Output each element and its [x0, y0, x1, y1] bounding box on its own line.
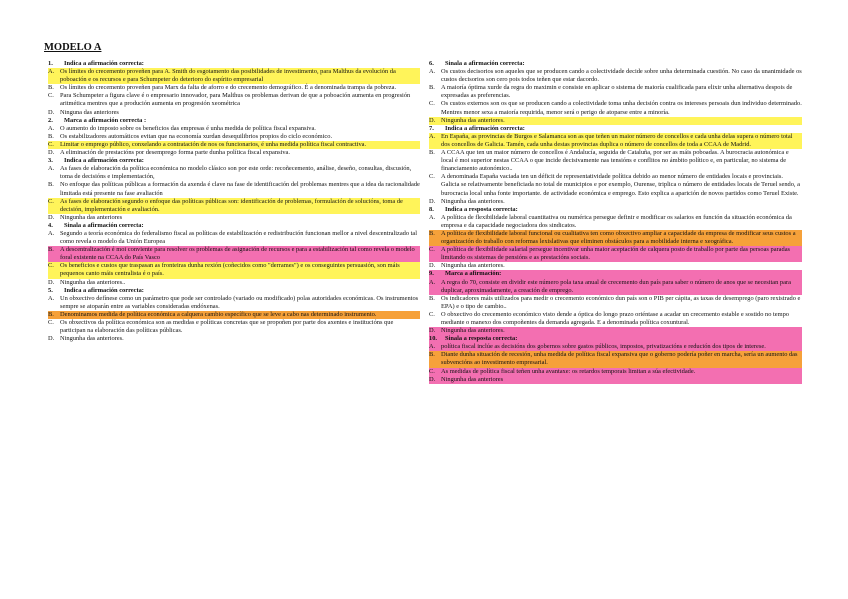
question-heading: [48, 60, 420, 68]
question-heading: [429, 335, 802, 343]
option-letter: D.: [429, 117, 441, 125]
answer-option: [48, 68, 420, 84]
option-text: Ningunha das anteriores: [441, 376, 802, 384]
answer-option: [48, 319, 420, 335]
question-block: [429, 270, 802, 335]
option-text: Ningunha das anteriores.: [441, 262, 505, 270]
option-text: Os beneficios e custos que traspasan as fronteiras dunha rexión (coñecidos como "derrames") e os conseguintes persuasión, son máis pequenos canto máis centralista é o país.: [60, 262, 420, 278]
option-letter: B.: [429, 294, 435, 302]
option-letter: D.: [48, 335, 55, 343]
answer-option: [429, 311, 802, 327]
option-letter: B.: [429, 230, 441, 246]
option-letter: C.: [48, 141, 60, 149]
question-heading: [429, 270, 802, 278]
question-number: 2.: [48, 116, 53, 124]
option-letter: C.: [429, 100, 435, 108]
option-text: Ningunha das anteriores.: [60, 335, 124, 343]
answer-option: [429, 117, 802, 125]
question-number: 3.: [48, 157, 53, 165]
question-block: [48, 222, 420, 287]
answer-option: [48, 246, 420, 262]
option-letter: C.: [429, 368, 441, 376]
option-text: O aumento do imposto sobre os beneficios das empresas é unha medida de política fiscal expansiva.: [60, 124, 316, 132]
option-text: Para Schumpeter a figura clave é o empresario innovador, para Malthus os problemas derivan de que a poboación aumenta en progresión aritmética mentres que a produción aumenta en progresión xeométrica: [60, 92, 411, 108]
question-block: [48, 60, 420, 117]
answer-option: [429, 246, 802, 262]
option-text: Ningunha das anteriores.: [441, 327, 802, 335]
question-heading: [48, 287, 420, 295]
question-block: [429, 335, 802, 384]
option-letter: D.: [48, 278, 55, 286]
option-letter: C.: [48, 92, 54, 100]
question-block: [48, 117, 420, 157]
option-text: Ningunha das anteriores.: [441, 117, 802, 125]
answer-option: [429, 368, 802, 376]
option-letter: C.: [48, 319, 54, 326]
option-letter: D.: [48, 149, 55, 157]
option-text: Ningunha das anteriores: [60, 213, 123, 221]
question-text: Marca a afirmación correcta :: [64, 116, 147, 124]
answer-option: [48, 262, 420, 278]
option-letter: B.: [429, 149, 435, 157]
option-text: Segundo a teoría económica do federalismo fiscal as políticas de estabilización e redistribución funcionan mellor a nivel descentralizado tal como revela o modelo da Unión Europea: [60, 229, 418, 246]
question-text: Marca a afirmación:: [445, 270, 502, 278]
answer-option: [48, 141, 420, 149]
option-letter: A.: [429, 343, 441, 351]
right-column: [429, 60, 802, 384]
answer-option: [48, 149, 420, 157]
option-letter: A.: [48, 294, 55, 302]
answer-option: [429, 149, 802, 173]
option-text: A regra do 70, consiste en dividir este número pola taxa anual de crecemento dun país para saber o número de anos que se necesitan para duplicar, aproximadamente, a creación de emprego.: [441, 279, 802, 295]
option-text: Os indicadores máis utilizados para medir o crecemento económico dun país son o PIB per cápita, as taxas de desemprego (paro rexistrado e EPA) e o tipo de cambio..: [441, 294, 801, 310]
option-letter: D.: [429, 262, 436, 270]
option-letter: A.: [48, 229, 55, 237]
answer-option: [429, 279, 802, 295]
option-letter: B.: [48, 246, 60, 262]
answer-option: [429, 214, 802, 230]
answer-option: [48, 133, 420, 141]
answer-option: [429, 230, 802, 246]
option-letter: A.: [429, 68, 436, 76]
answer-option: [48, 109, 420, 117]
option-text: Ningunha das anteriores..: [60, 278, 126, 286]
option-text: O obxectivo do crecemento económico visto dende a óptica do longo prazo oriéntase a acadar un crecemento estable e sostido no tempo mediante o manexo dos compoñentes da demanda agregada. E a denominada política coxuntural.: [441, 310, 789, 326]
answer-option: [429, 351, 802, 367]
option-letter: A.: [429, 213, 436, 221]
question-number: 1.: [48, 60, 53, 67]
question-heading: [48, 222, 420, 230]
answer-option: [429, 198, 802, 206]
answer-option: [48, 181, 420, 197]
option-letter: A.: [429, 279, 441, 295]
question-heading: [48, 157, 420, 165]
option-letter: C.: [429, 246, 441, 262]
option-text: Ninguna das anteriores: [60, 108, 119, 116]
answer-option: [48, 295, 420, 311]
option-text: En España, as provincias de Burgos e Salamanca son as que teñen un maior número de concellos e cada unha delas supera o número total dos concellos de Galicia. Tamén, cada unha destas provincias duplica o número de concellos de toda a CCAA de Madrid.: [441, 133, 802, 149]
option-letter: C.: [429, 173, 435, 181]
option-text: A descentralización é moi conviente para resolver os problemas de asignación de recursos e para a estabilización tal como revela o modelo foral existente na CCAA do País Vasco: [60, 246, 420, 262]
option-text: As medidas de política fiscal teñen unha avantaxe: os retardos temporais limitan a súa efectividade.: [441, 368, 802, 376]
option-letter: C.: [48, 198, 60, 214]
answer-option: [429, 376, 802, 384]
option-letter: A.: [429, 133, 441, 149]
question-text: Sinala a resposta correcta:: [445, 335, 518, 343]
option-text: Ningunha das anteriores.: [441, 197, 505, 205]
question-text: Indica a resposta correcta:: [445, 205, 518, 213]
option-text: A denominada España vaciada ten un déficit de representatividade política debido ao menor número de entidades locais e provinciais. Galicia se relativamente beneficiada no total de municipios e por exemplo, Ourense, triplica o número de entidades locais de Teruel sendo, a burocracia local unha fonte importante. de actividade económica e emprego. Esto explica a aparición de novos partidos como Teruel Existe.: [441, 173, 800, 197]
option-text: Limitar o emprego público, conxelando a contratación de nos os funcionarios, é unha medida política fiscal contractiva.: [60, 141, 420, 149]
answer-option: [48, 92, 420, 108]
question-text: Indica a afirmación correcta:: [64, 157, 144, 165]
question-block: [48, 287, 420, 344]
option-text: As fases de elaboración da política económica no modelo clásico son por este orde: recoñecemento, análise, deseño, consultas, discusión, toma de decisións e implementación,: [60, 165, 412, 181]
option-letter: D.: [429, 197, 436, 205]
question-heading: [48, 117, 420, 125]
question-heading: [429, 60, 802, 68]
option-letter: B.: [429, 84, 435, 92]
question-heading: [429, 206, 802, 214]
option-text: A política de flexibilidade laboral cuantitativa ou numérica persegue definir e modificar os salarios en función da situación económica da empresa e da capacidade negociadora dos sindicatos.: [441, 213, 792, 229]
option-text: Os custos externos son os que se producen cando a colectividade toma unha decisión contra os intereses persoais dun individuo determinado. Mentres menor sexa a maioría requirida, menor será o perigo de atoparse entre a minoría.: [441, 100, 802, 116]
option-letter: B.: [48, 311, 60, 319]
option-text: política fiscal inclúe as decisións dos gobernos sobre gastos públicos, impostos, privatizacións e redución dos tipos de interese.: [441, 343, 802, 351]
question-heading: [429, 125, 802, 133]
option-letter: B.: [429, 351, 441, 367]
left-column: [48, 60, 420, 343]
answer-option: [429, 133, 802, 149]
option-letter: B.: [48, 84, 54, 92]
question-number: 8.: [429, 205, 434, 213]
option-text: Os custos decisorios son aqueles que se producen cando a colectividade decide sobre unha determinada cuestión. No caso da unanimidade os custos decisorios son cero pois todos teñen que estar dacordo.: [441, 68, 802, 84]
question-number: 5.: [48, 286, 53, 294]
question-text: Indica a afirmación correcta:: [445, 124, 525, 132]
answer-option: [429, 100, 802, 116]
answer-option: [429, 262, 802, 270]
answer-option: [48, 84, 420, 92]
option-text: Os estabilizadores automáticos evitan que na economía xurdan desequilibrios propios do ciclo económico.: [60, 132, 333, 140]
answer-option: [48, 335, 420, 343]
option-letter: C.: [48, 262, 60, 278]
answer-option: [48, 125, 420, 133]
option-letter: D.: [429, 327, 441, 335]
option-letter: D.: [48, 108, 55, 116]
question-block: [429, 206, 802, 271]
question-block: [48, 157, 420, 222]
option-text: Os límites do crecemento proveñen para Marx da falta de aforro e do crecemento demográfico. É a denominada trampa da pobreza.: [60, 84, 397, 92]
answer-option: [48, 279, 420, 287]
question-number: 6.: [429, 60, 434, 67]
option-text: Diante dunha situación de recesión, unha medida de política fiscal expansiva que o goberno podería poñer en marcha, sería un aumento das subvencións ao investimento empresarial.: [441, 351, 802, 367]
answer-option: [429, 327, 802, 335]
question-text: Indica a afirmación correcta:: [64, 60, 144, 67]
option-letter: D.: [429, 376, 441, 384]
answer-option: [429, 343, 802, 351]
option-letter: A.: [48, 165, 55, 173]
question-text: Sinala a afirmación correcta:: [445, 60, 525, 67]
question-block: [429, 60, 802, 125]
answer-option: [48, 230, 420, 246]
option-text: A maioría óptima xurde da regra do maximin e consiste en aplicar o sistema de maioría cualificada para elixir unha alternativa despois de expresadas as preferencias.: [441, 84, 793, 100]
document-title: MODELO A: [44, 42, 102, 53]
answer-option: [429, 84, 802, 100]
option-text: As fases de elaboración segundo o enfoque das políticas públicas son: identificación de problemas, formulación de solucións, toma de decisión, implementación e avaliación.: [60, 198, 420, 214]
answer-option: [48, 311, 420, 319]
option-text: A política de flexibilidade salarial persegue incentivar unha maior aceptación de calquera posto de traballo por parte das persoas paradas limitando os sistemas de pensións e as prestacións sociais.: [441, 246, 802, 262]
answer-option: [48, 165, 420, 181]
option-letter: C.: [429, 310, 435, 318]
answer-option: [48, 214, 420, 222]
question-number: 10.: [429, 335, 437, 343]
question-number: 4.: [48, 221, 53, 229]
option-letter: A.: [48, 124, 55, 132]
option-letter: D.: [48, 213, 55, 221]
option-letter: A.: [48, 68, 60, 84]
option-text: Os obxectivos da política económica son as medidas e políticas concretas que se propoñen por parte dos axentes e institucións que participan na elaboración das políticas públicas.: [60, 319, 394, 335]
question-block: [429, 125, 802, 206]
answer-option: [48, 198, 420, 214]
answer-option: [429, 173, 802, 197]
option-text: A eliminación de prestacións por desemprego forma parte dunha política fiscal expansiva.: [60, 149, 290, 157]
option-text: A política de flexibilidade laboral funcional ou cualitativa ten como obxectivo ampliar a capacidade da empresa de modificar seus custos a organización do traballo con reformas lexislativas que eliminen obstáculos para a mobilidade interna e xeográfica.: [441, 230, 802, 246]
option-text: No enfoque das políticas públicas a formación da axenda é clave na fase de identificación del problemas mentres que a idea da racionalidade limitada está presente na fase avaliación: [60, 181, 420, 197]
option-text: Un obxectivo defínese como un parámetro que pode ser controlado (variado ou modificado) polas autoridades económicas. Os instrumentos sempre se atoparán entre as variables consideradas endóxenas.: [60, 294, 419, 310]
option-text: Os límites do crecemento proveñen para A. Smith do esgotamento das posibilidades de investimento, para Malthus da evolución da poboación e os recursos e para Schumpeter do deterioro do espírito empresarial: [60, 68, 420, 84]
option-letter: B.: [48, 181, 54, 189]
option-text: Denominamos medida de política económica a calquera cambio específico que se leve a cabo nas determinado instrumento.: [60, 311, 420, 319]
question-number: 7.: [429, 124, 434, 132]
answer-option: [429, 68, 802, 84]
question-text: Indica a afirmación correcta:: [64, 286, 144, 294]
option-text: A CCAA que ten un maior número de concellos é Andalucía, seguida de Cataluña, por ser as máis poboadas. A burocracia autonómica e local é moi superior nestas CCAA o que incide decisivamente nas tensións e conflitos no ámbito político e, en particular, no sistema de financiamento autonómico..: [441, 149, 789, 173]
option-letter: B.: [48, 132, 54, 140]
answer-option: [429, 295, 802, 311]
question-text: Sinala a afirmación correcta:: [64, 221, 144, 229]
question-number: 9.: [429, 270, 434, 278]
